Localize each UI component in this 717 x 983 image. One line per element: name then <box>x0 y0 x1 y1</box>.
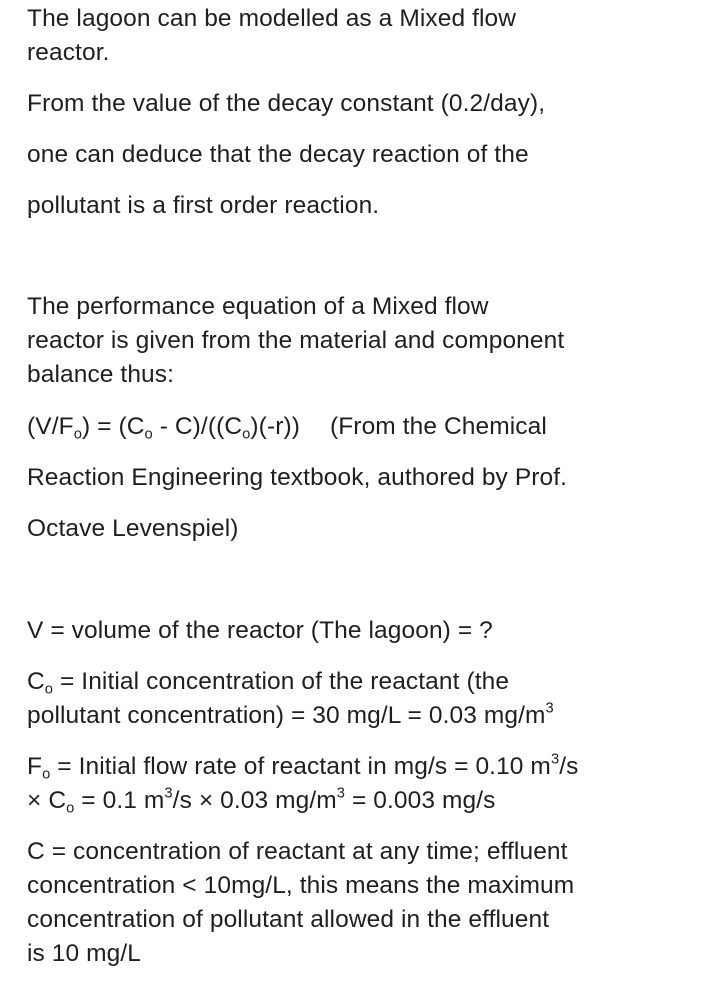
text-line: one can deduce that the decay reaction of the <box>27 141 529 168</box>
paragraph-decay <box>27 78 707 231</box>
text-line: V = volume of the reactor (The lagoon) = ? <box>27 617 493 644</box>
text: × C <box>27 787 67 814</box>
subscript: o <box>42 766 51 783</box>
subscript: o <box>44 681 54 698</box>
text-line <box>27 665 707 699</box>
text-line: From the value of the decay constant (0.2/day), <box>27 90 546 117</box>
text: = Initial concentration of the reactant (the <box>53 668 510 695</box>
equation-text: (V/F <box>27 413 74 440</box>
citation-text: (From the Chemical <box>329 413 547 440</box>
paragraph-volume <box>27 614 707 648</box>
text: = 0.1 m <box>74 787 165 814</box>
symbol: F <box>27 753 43 780</box>
text: pollutant concentration) = 30 mg/L = 0.03 mg/m <box>27 702 546 729</box>
text-line: reactor. <box>27 39 110 66</box>
superscript: 3 <box>545 700 554 717</box>
subscript: o <box>242 426 251 443</box>
text-line <box>27 784 707 818</box>
superscript: 3 <box>550 751 560 768</box>
text-line: pollutant is a first order reaction. <box>27 192 380 219</box>
text-line: The lagoon can be modelled as a Mixed flow <box>27 5 517 32</box>
superscript: 3 <box>336 785 346 802</box>
text-line: C = concentration of reactant at any time; effluent <box>27 838 568 865</box>
text-line <box>27 699 707 733</box>
text-line <box>27 750 707 784</box>
subscript: o <box>66 800 75 817</box>
paragraph-performance <box>27 290 707 392</box>
equation-text: ) = (C <box>81 413 145 440</box>
paragraph-effluent <box>27 835 707 971</box>
text-line: reactor is given from the material and component <box>27 327 565 354</box>
superscript: 3 <box>164 785 173 802</box>
paragraph-model <box>27 2 707 70</box>
subscript: o <box>73 426 82 443</box>
text-line: concentration < 10mg/L, this means the maximum <box>27 872 575 899</box>
equation-line <box>27 401 707 452</box>
text-line: is 10 mg/L <box>27 940 142 967</box>
text: /s <box>559 753 579 780</box>
paragraph-initial-concentration <box>27 665 707 733</box>
text-line: Octave Levenspiel) <box>27 515 239 542</box>
paragraph-equation <box>27 401 707 554</box>
equation-text: - C)/((C <box>152 413 243 440</box>
symbol: C <box>27 668 45 695</box>
subscript: o <box>144 426 153 443</box>
text-line: balance thus: <box>27 361 175 388</box>
equation-text: )(-r)) <box>250 413 300 440</box>
paragraph-flow-rate <box>27 750 707 818</box>
text-line: Reaction Engineering textbook, authored by Prof. <box>27 464 568 491</box>
text: = Initial flow rate of reactant in mg/s = 0.10 m <box>50 753 551 780</box>
text: = 0.003 mg/s <box>345 787 496 814</box>
text: /s × 0.03 mg/m <box>172 787 337 814</box>
text-line: concentration of pollutant allowed in the effluent <box>27 906 550 933</box>
text-line: The performance equation of a Mixed flow <box>27 293 489 320</box>
